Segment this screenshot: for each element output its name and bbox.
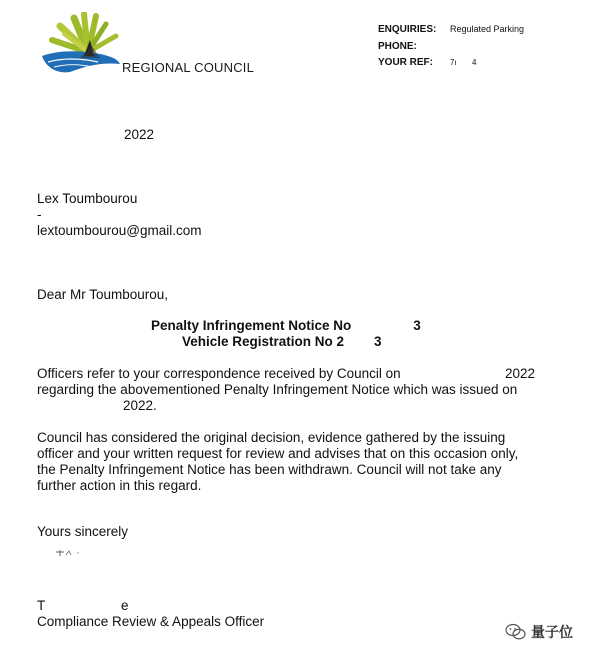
paragraph-text: further action in this regard. — [37, 478, 202, 493]
paragraph-text: 2022. — [123, 398, 157, 413]
paragraph-text: 2022 — [504, 366, 535, 381]
phone-row — [378, 41, 524, 58]
your-ref-label: YOUR REF: — [378, 57, 433, 68]
paragraph-text: regarding the abovementioned Penalty Infringement Notice which was issued on — [37, 382, 518, 397]
signature-icon — [52, 542, 124, 560]
paragraph-text: officer and your written request for review and advises that on this occasion only, — [37, 446, 519, 461]
recipient-line2: - — [37, 207, 42, 222]
signer-title: Compliance Review & Appeals Officer — [37, 614, 265, 629]
watermark — [505, 622, 573, 642]
salutation: Dear Mr Toumbourou, — [37, 287, 169, 302]
watermark-text: 量子位 — [531, 624, 573, 640]
enquiry-block — [378, 24, 524, 74]
recipient-name: Lex Toumbourou — [37, 191, 138, 206]
subject-line-pin — [151, 318, 421, 333]
letter-date: 2022 — [124, 127, 155, 142]
council-name: REGIONAL COUNCIL — [122, 60, 255, 75]
paragraph-line — [37, 430, 535, 446]
your-ref-row — [378, 57, 524, 74]
recipient-email: lextoumbourou@gmail.com — [37, 223, 202, 238]
your-ref-value — [450, 58, 476, 67]
enquiries-value: Regulated Parking — [450, 24, 525, 34]
subject-pin-label: Penalty Infringement Notice No — [151, 318, 352, 333]
paragraph-text: Officers refer to your correspondence received by Council on — [37, 366, 401, 381]
signer-end: e — [121, 598, 129, 613]
phone-label: PHONE: — [378, 40, 417, 52]
recipient-address — [37, 191, 202, 239]
paragraph-line — [37, 478, 535, 494]
subject-line-rego — [182, 334, 382, 349]
enquiries-label: ENQUIRIES: — [378, 24, 437, 35]
paragraph-decision — [37, 430, 535, 494]
signer-initial: T — [37, 598, 46, 613]
signer-name — [37, 598, 129, 613]
paragraph-line — [37, 398, 535, 414]
subject-pin-tail: 3 — [413, 318, 421, 333]
council-logo-icon — [40, 12, 122, 78]
paragraph-line — [37, 462, 535, 478]
wechat-icon — [505, 623, 527, 641]
subject-rego-label: Vehicle Registration No 2 — [182, 334, 345, 349]
closing: Yours sincerely — [37, 524, 129, 539]
subject-rego-tail: 3 — [374, 334, 382, 349]
paragraph-line — [37, 382, 535, 398]
your-ref-part1: 7ı — [450, 58, 457, 67]
paragraph-line — [37, 366, 535, 382]
paragraph-text: Council has considered the original decision, evidence gathered by the issuing — [37, 430, 506, 445]
paragraph-correspondence — [37, 366, 535, 414]
your-ref-part2: 4 — [472, 58, 477, 67]
paragraph-text: the Penalty Infringement Notice has been withdrawn. Council will not take any — [37, 462, 502, 477]
enquiries-row — [378, 24, 524, 41]
paragraph-line — [37, 446, 535, 462]
